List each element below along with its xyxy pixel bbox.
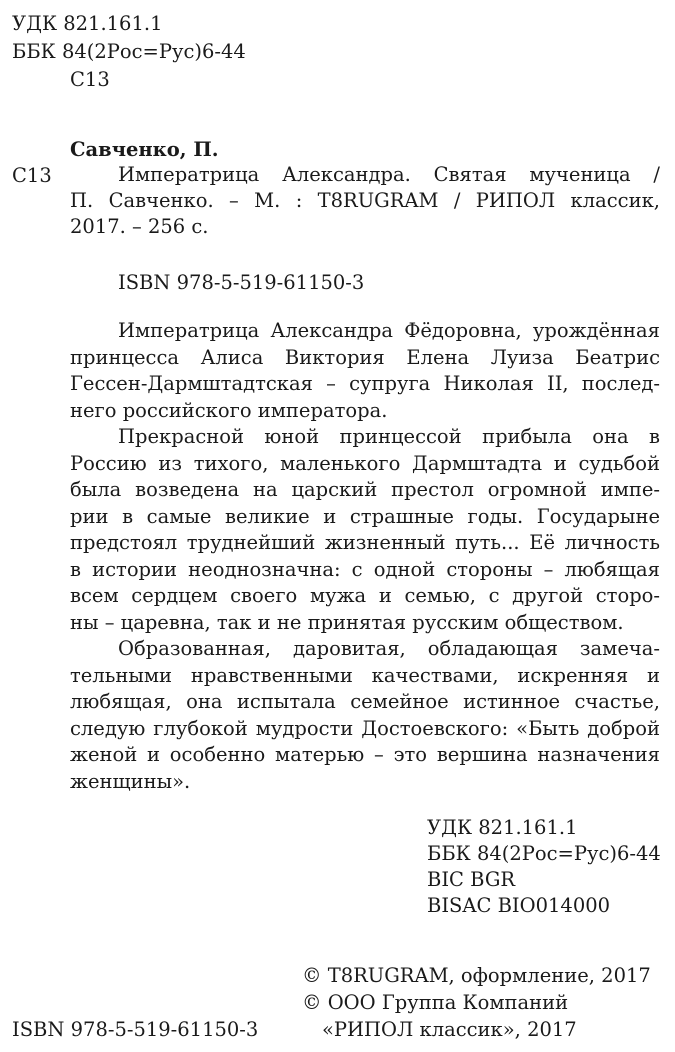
annotation (70, 318, 660, 795)
copyright-ripol-2: «РИПОЛ классик», 2017 (322, 1018, 577, 1041)
annotation-line: женой и особенно матерью – это вершина назначения (70, 743, 660, 766)
annotation-line: Гессен-Дармштадтская – супруга Николая II, послед- (70, 372, 660, 395)
annotation-line: ны – царевна, так и не принятая русским обществом. (70, 610, 624, 634)
annotation-line: Прекрасной юной принцессой прибыла она в (118, 425, 660, 448)
classification-bbk: ББК 84(2Рос=Рус)6-44 (427, 842, 661, 865)
annotation-line: рии в самые великие и страшные годы. Государыне (70, 504, 660, 528)
annotation-line: женщины». (70, 769, 191, 793)
footer-isbn: ISBN 978-5-519-61150-3 (12, 1018, 259, 1041)
annotation-line: всем сердцем своего мужа и семью, с другой сторо- (70, 584, 660, 607)
annotation-line: Россию из тихого, маленького Дармштадта и судьбой (70, 451, 660, 475)
copyright-t8rugram: © T8RUGRAM, оформление, 2017 (302, 964, 651, 987)
annotation-paragraph-2 (70, 424, 660, 636)
annotation-line: была возведена на царский престол огромной импе- (70, 478, 660, 501)
annotation-line: в истории неоднозначна: с одной стороны – любящая (70, 557, 660, 581)
record-line: 2017. – 256 с. (70, 215, 209, 238)
annotation-line: Образованная, даровитая, обладающая замеча- (118, 637, 660, 660)
record-mark: С13 (12, 164, 52, 187)
annotation-line: тельными нравственными качествами, искренняя и (70, 663, 660, 687)
classification-bisac: BISAC BIO014000 (427, 894, 611, 917)
top-udk: УДК 821.161.1 (12, 12, 163, 35)
annotation-line: предстоял труднейший жизненный путь... Её личность (70, 531, 660, 554)
classification-bic: BIC BGR (427, 868, 516, 891)
record-line: Императрица Александра. Святая мученица / (118, 163, 660, 186)
classification-udk: УДК 821.161.1 (427, 816, 578, 839)
annotation-line: Императрица Александра Фёдоровна, урождённая (118, 319, 660, 342)
annotation-line: него российского императора. (70, 398, 388, 422)
top-bbk: ББК 84(2Рос=Рус)6-44 (12, 40, 246, 63)
annotation-paragraph-1 (70, 318, 660, 424)
top-author-mark: С13 (70, 68, 110, 91)
annotation-line: любящая, она испытала семейное истинное счастье, (70, 690, 660, 713)
annotation-line: принцесса Алиса Виктория Елена Луиза Беатрис (70, 345, 660, 369)
record-isbn: ISBN 978-5-519-61150-3 (118, 271, 365, 294)
annotation-paragraph-3 (70, 636, 660, 795)
classification-codes (427, 818, 661, 922)
copyright-ripol-1: © ООО Группа Компаний (302, 991, 569, 1014)
record-description (70, 162, 660, 240)
annotation-line: следую глубокой мудрости Достоевского: «Быть доброй (70, 716, 660, 740)
record-author: Савченко, П. (70, 138, 219, 161)
record-line: П. Савченко. – М. : T8RUGRAM / РИПОЛ классик, (70, 189, 660, 212)
